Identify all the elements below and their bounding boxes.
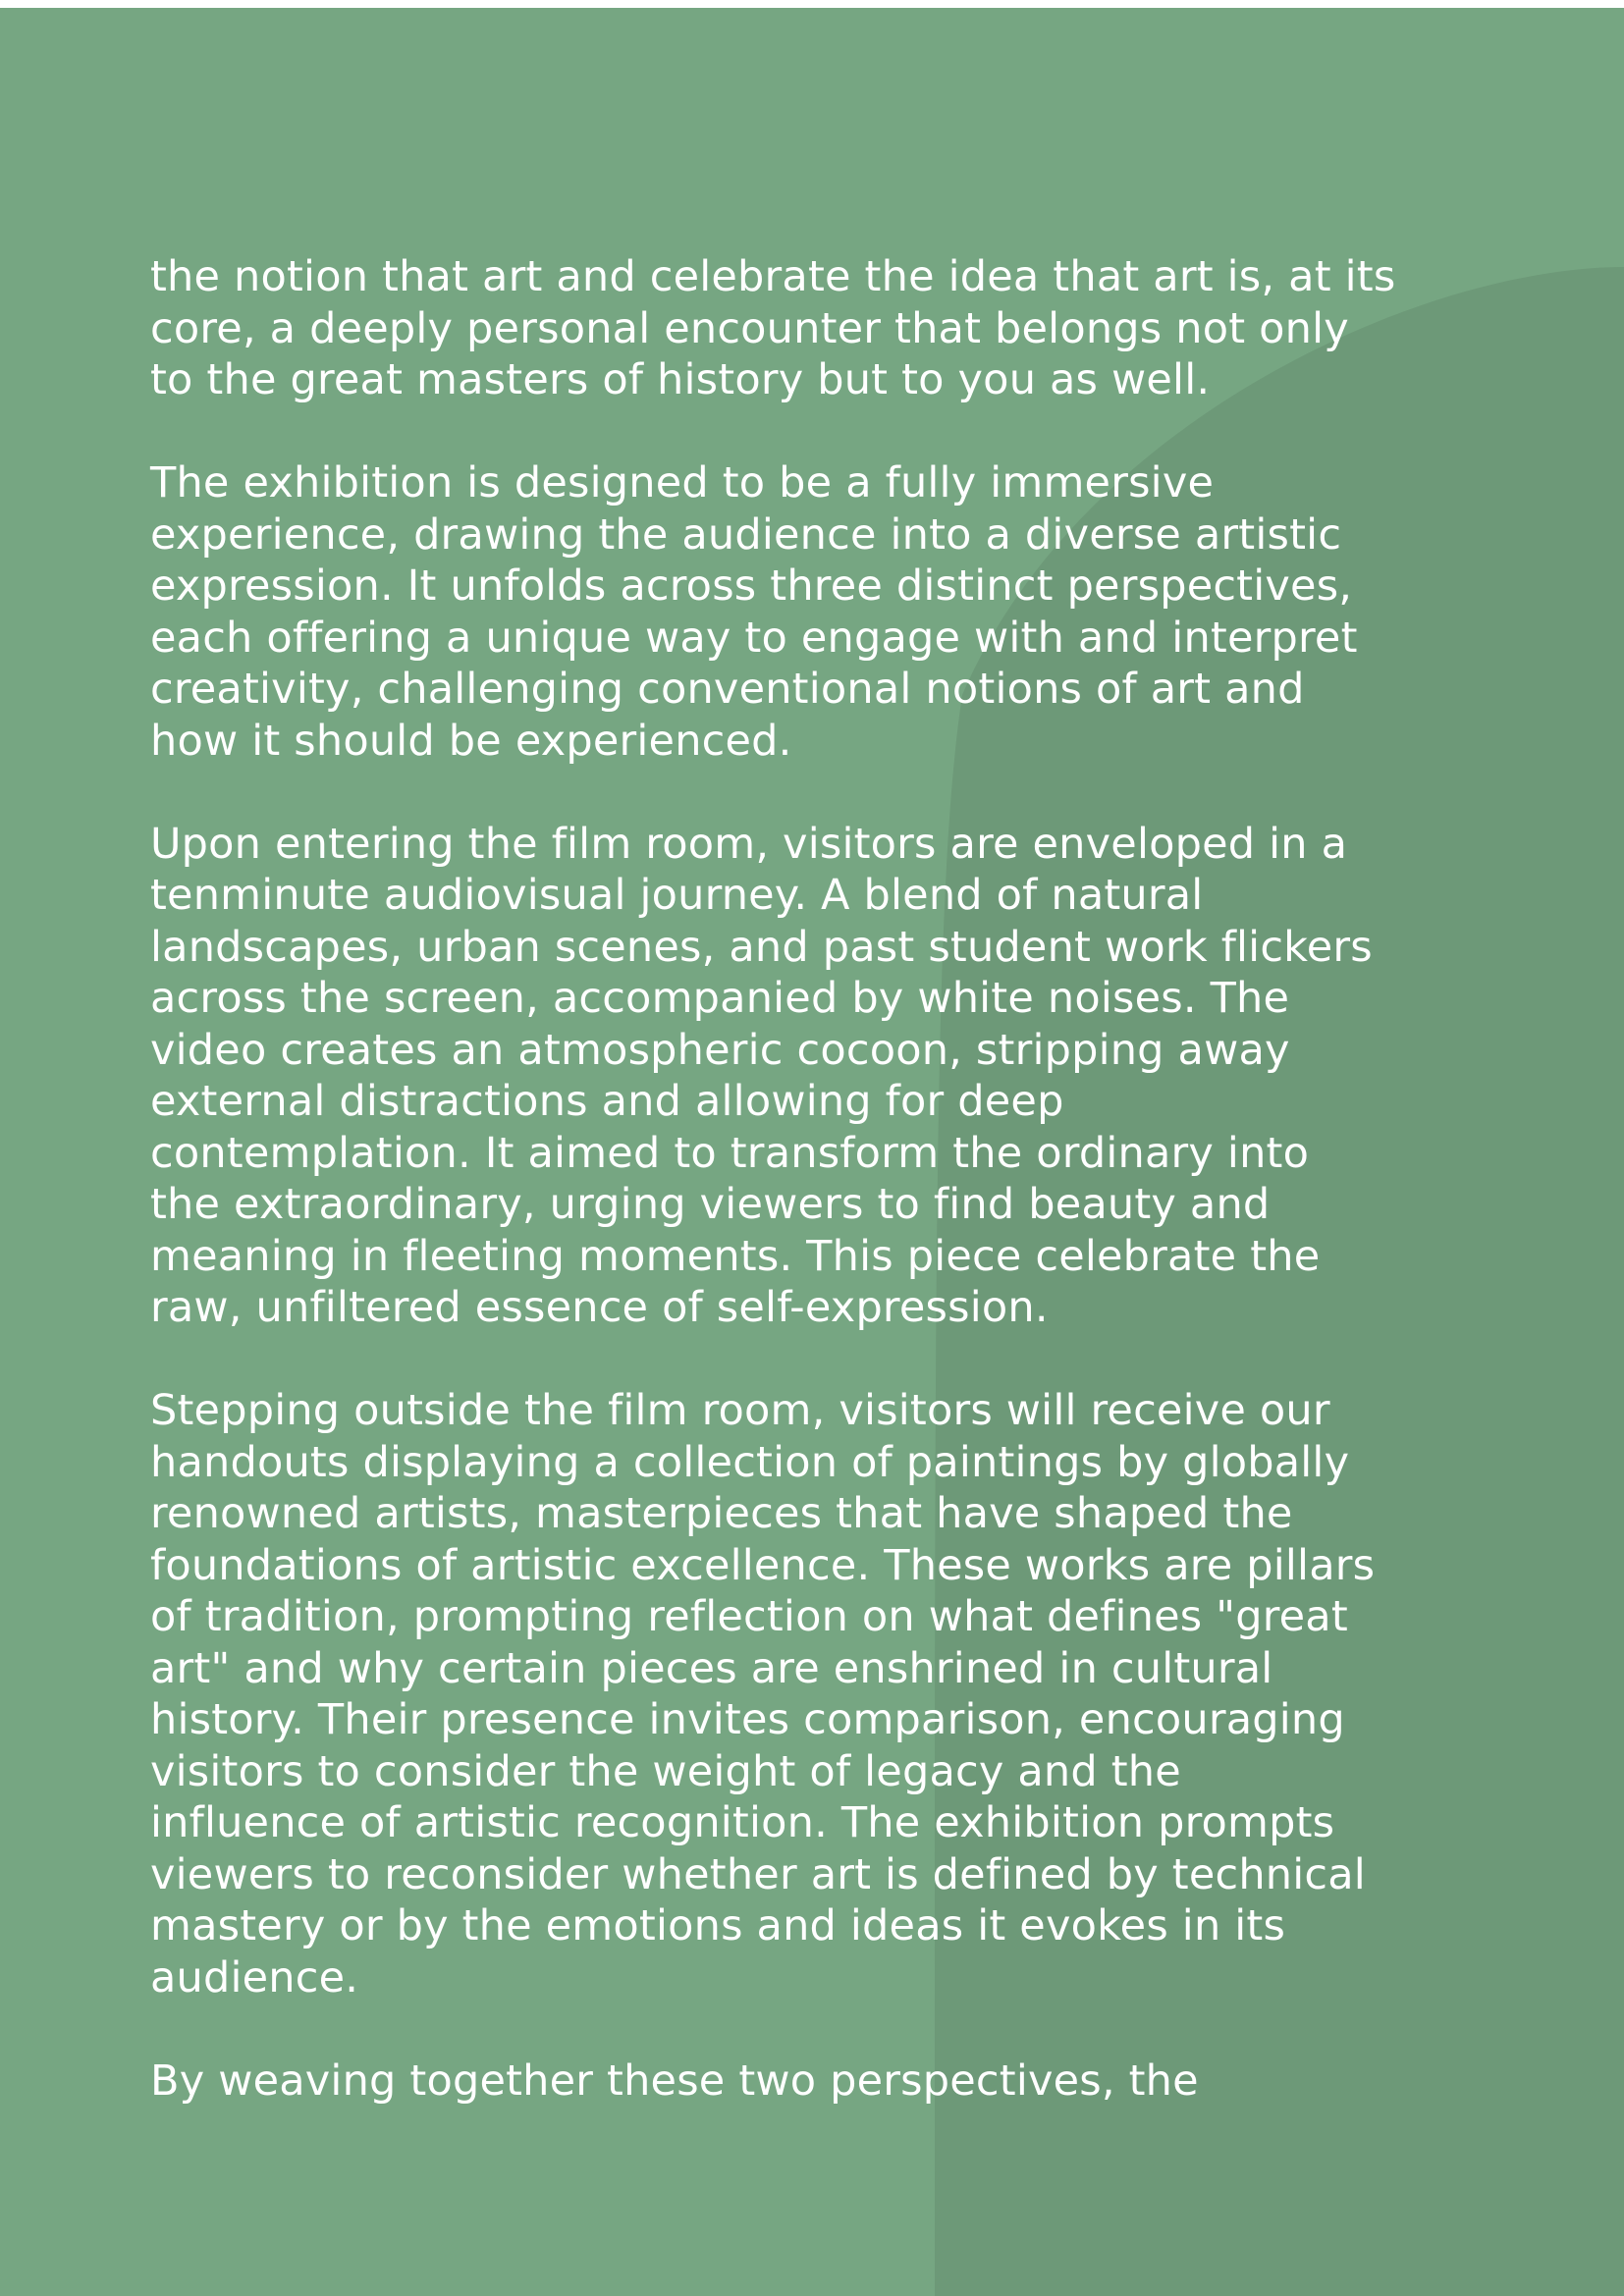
document-page (0, 8, 1624, 2296)
paragraph-intro: the notion that art and celebrate the idea that art is, at its core, a deeply personal encounter that belongs not only to the great masters of history but to you as well. (150, 252, 1396, 404)
paragraph-handouts: Stepping outside the film room, visitors will receive our handouts displaying a collection of paintings by globally renowned artists, masterpieces that have shaped the foundations of artistic excellence. These works are pillars of tradition, prompting reflection on what defines "great art" and why certain pieces are enshrined in cultural history. Their presence invites comparison, encouraging visitors to consider the weight of legacy and the influence of artistic recognition. The exhibition prompts viewers to reconsider whether art is defined by technical mastery or by the emotions and ideas it evokes in its audience. (150, 1386, 1376, 2002)
body-text (150, 251, 1505, 2107)
paragraph-exhibition-design: The exhibition is designed to be a fully immersive experience, drawing the audience into a diverse artistic expression. It unfolds across three distinct perspectives, each offering a unique way to engage with and interpret creativity, challenging conventional notions of art and how it should be experienced. (150, 458, 1358, 766)
paragraph-film-room: Upon entering the film room, visitors are enveloped in a tenminute audiovisual journey. A blend of natural landscapes, urban scenes, and past student work flickers across the screen, accompanied by white noises. The video creates an atmospheric cocoon, stripping away external distractions and allowing for deep contemplation. It aimed to transform the ordinary into the extraordinary, urging viewers to find beauty and meaning in fleeting moments. This piece celebrate the raw, unfiltered essence of self-expression. (150, 819, 1373, 1332)
paragraph-conclusion: By weaving together these two perspectives, the (150, 2056, 1199, 2106)
